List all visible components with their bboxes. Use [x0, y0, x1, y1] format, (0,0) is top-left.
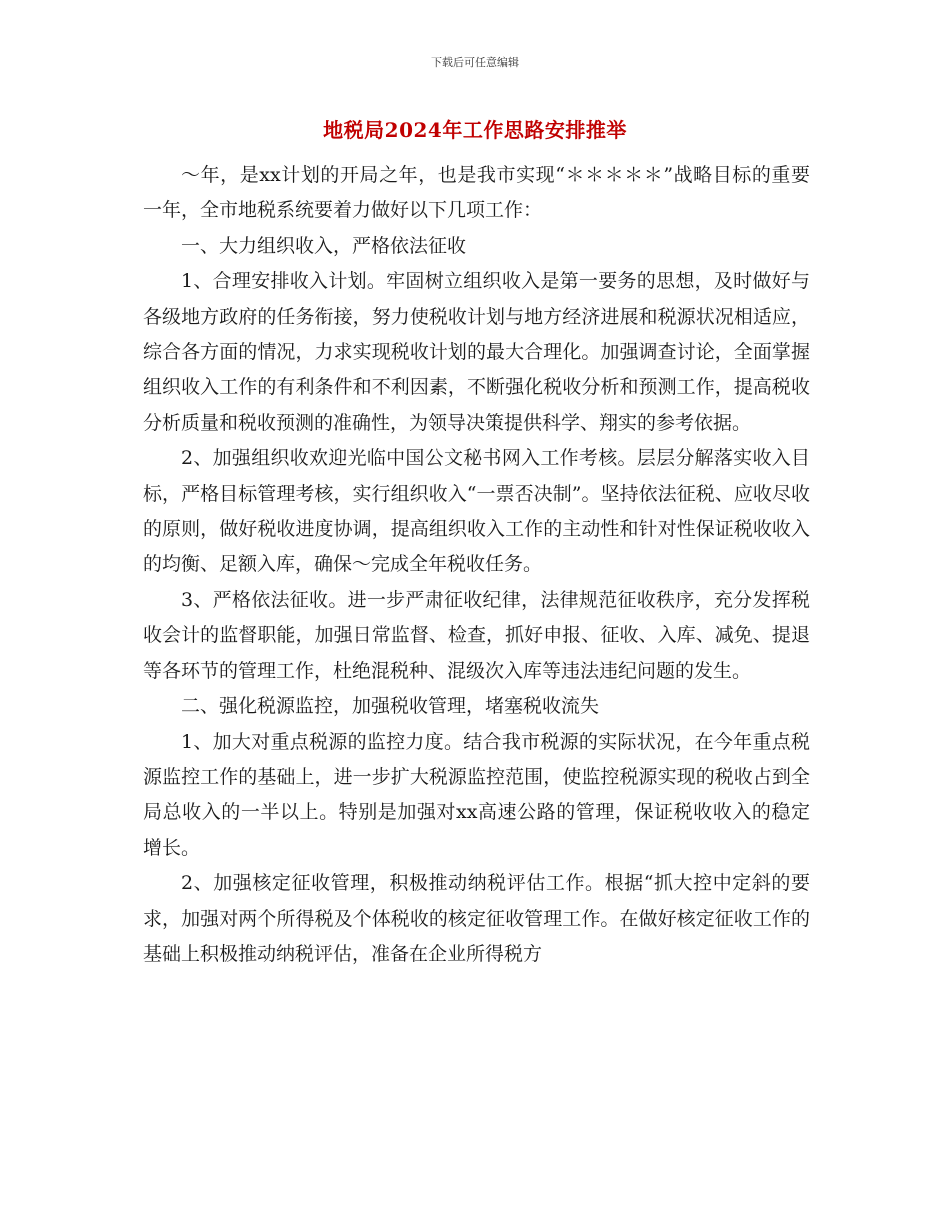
paragraph-2-1: 1、加大对重点税源的监控力度。结合我市税源的实际状况，在今年重点税源监控工作的基础上，进一步扩大税源监控范围，使监控税源实现的税收占到全局总收入的一半以上。特别是加强对xx高速公路的管理，保证税收收入的稳定增长。 [143, 730, 810, 859]
document-body [143, 158, 810, 972]
paragraph-1-2: 2、加强组织收欢迎光临中国公文秘书网入工作考核。层层分解落实收入目标，严格目标管理考核，实行组织收入“一票否决制”。坚持依法征税、应收尽收的原则，做好税收进度协调，提高组织收入工作的主动性和针对性保证税收收入的均衡、足额入库，确保～完成全年税收任务。 [143, 447, 810, 576]
paragraph-1-1: 1、合理安排收入计划。牢固树立组织收入是第一要务的思想，及时做好与各级地方政府的任务衔接，努力使税收计划与地方经济进展和税源状况相适应，综合各方面的情况，力求实现税收计划的最大合理化。加强调查讨论，全面掌握组织收入工作的有利条件和不利因素，不断强化税收分析和预测工作，提高税收分析质量和税收预测的准确性，为领导决策提供科学、翔实的参考依据。 [143, 270, 810, 434]
paragraph-intro: ～年，是xx计划的开局之年，也是我市实现“＊＊＊＊＊”战略目标的重要一年，全市地税系统要着力做好以下几项工作： [143, 164, 810, 222]
paragraph-1-3: 3、严格依法征收。进一步严肃征收纪律，法律规范征收秩序，充分发挥税收会计的监督职能，加强日常监督、检查，抓好申报、征收、入库、减免、提退等各环节的管理工作，杜绝混税种、混级次入库等违法违纪问题的发生。 [143, 588, 810, 682]
section-heading-2: 二、强化税源监控，加强税收管理，堵塞税收流失 [181, 695, 600, 718]
section-heading-1: 一、大力组织收入，严格依法征收 [181, 234, 467, 257]
document-title: 地税局2024年工作思路安排推举 [323, 118, 627, 142]
header-note: 下载后可任意编辑 [431, 56, 519, 69]
paragraph-2-2: 2、加强核定征收管理，积极推动纳税评估工作。根据“抓大控中定斜的要求，加强对两个所得税及个体税收的核定征收管理工作。在做好核定征收工作的基础上积极推动纳税评估，准备在企业所得税方 [143, 872, 810, 965]
